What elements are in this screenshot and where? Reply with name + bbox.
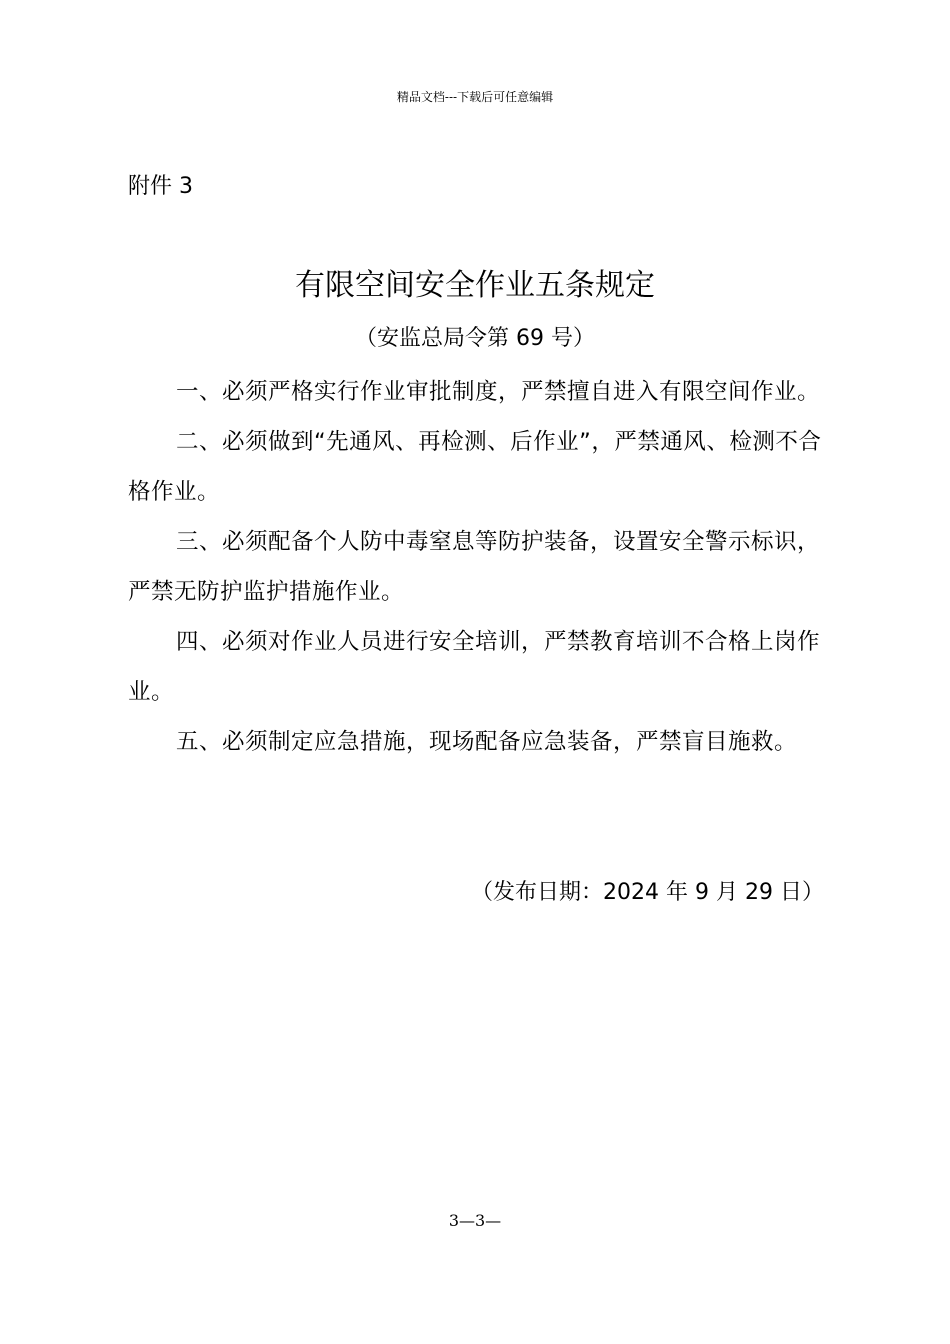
document-subtitle: （安监总局令第 69 号） xyxy=(355,326,595,351)
attachment-label: 附件 3 xyxy=(128,174,193,199)
regulation-body xyxy=(128,367,828,767)
regulation-item-2: 二、必须做到“先通风、再检测、后作业”，严禁通风、检测不合格作业。 xyxy=(128,429,822,505)
regulation-item-5: 五、必须制定应急措施，现场配备应急装备，严禁盲目施救。 xyxy=(176,729,798,755)
header-note: 精品文档---下载后可任意编辑 xyxy=(396,90,554,104)
document-title: 有限空间安全作业五条规定 xyxy=(295,268,655,303)
page-number: 3—3— xyxy=(448,1211,502,1230)
regulation-item-3: 三、必须配备个人防中毒窒息等防护装备，设置安全警示标识，严禁无防护监护措施作业。 xyxy=(128,529,821,605)
release-date: （发布日期：2024 年 9 月 29 日） xyxy=(471,880,824,905)
regulation-item-1: 一、必须严格实行作业审批制度，严禁擅自进入有限空间作业。 xyxy=(176,379,821,405)
regulation-item-4: 四、必须对作业人员进行安全培训，严禁教育培训不合格上岗作业。 xyxy=(128,629,821,705)
